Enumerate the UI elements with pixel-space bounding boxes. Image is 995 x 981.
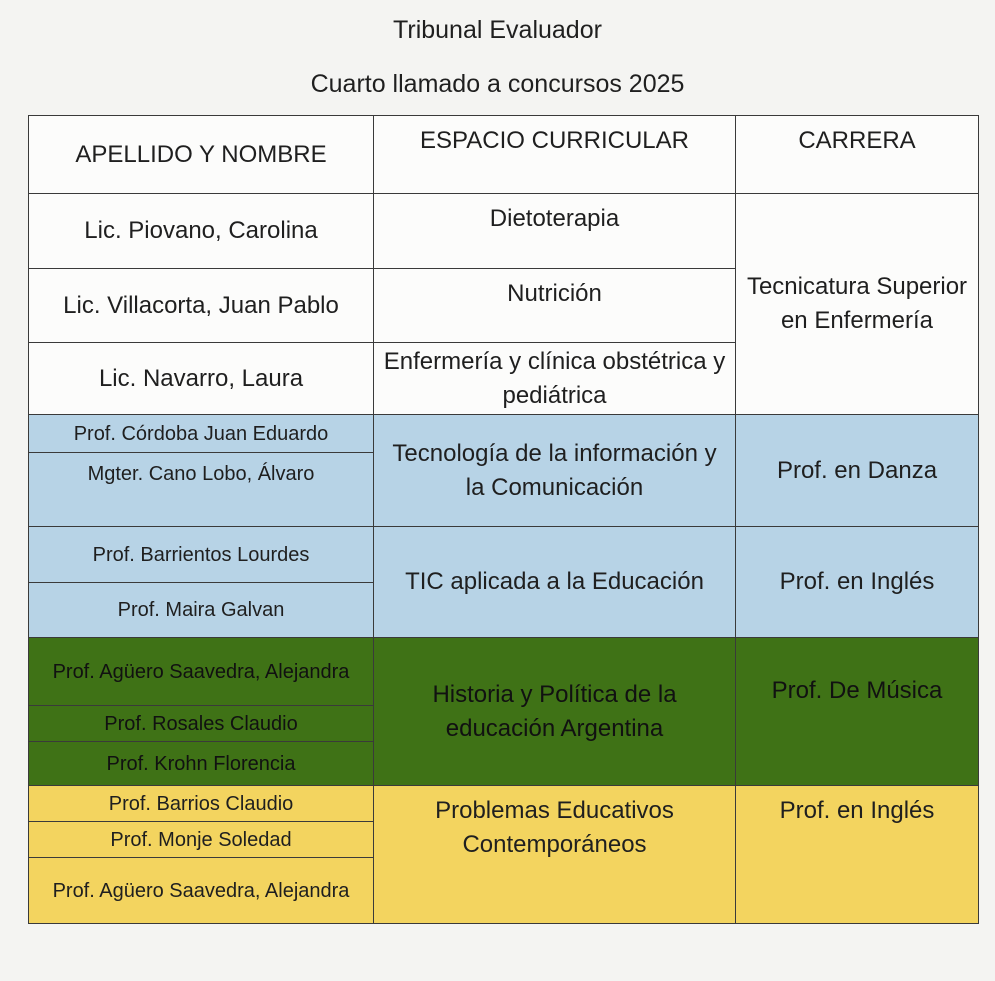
member-name: Lic. Villacorta, Juan Pablo xyxy=(29,269,374,343)
subject-cell: Nutrición xyxy=(374,269,736,343)
table-row xyxy=(29,415,979,453)
member-name: Prof. Agüero Saavedra, Alejandra xyxy=(29,858,374,924)
header-subject: ESPACIO CURRICULAR xyxy=(374,116,736,194)
member-name: Lic. Navarro, Laura xyxy=(29,343,374,415)
subject-cell: Tecnología de la información y la Comunicación xyxy=(374,415,736,527)
member-name: Prof. Barrios Claudio xyxy=(29,786,374,822)
member-name: Lic. Piovano, Carolina xyxy=(29,194,374,269)
subject-cell: TIC aplicada a la Educación xyxy=(374,527,736,638)
header-name: APELLIDO Y NOMBRE xyxy=(29,116,374,194)
career-cell: Prof. en Inglés xyxy=(736,786,979,924)
table-row xyxy=(29,527,979,583)
member-name: Prof. Krohn Florencia xyxy=(29,742,374,786)
member-name: Prof. Barrientos Lourdes xyxy=(29,527,374,583)
document-subtitle: Cuarto llamado a concursos 2025 xyxy=(310,70,685,98)
member-name: Prof. Córdoba Juan Eduardo xyxy=(29,415,374,453)
career-cell: Prof. en Inglés xyxy=(736,527,979,638)
member-name: Prof. Rosales Claudio xyxy=(29,706,374,742)
header-row xyxy=(29,116,979,194)
document-title: Tribunal Evaluador xyxy=(393,16,602,44)
member-name: Prof. Maira Galvan xyxy=(29,583,374,638)
career-cell: Prof. en Danza xyxy=(736,415,979,527)
table-row xyxy=(29,638,979,706)
career-cell: Tecnicatura Superior en Enfermería xyxy=(736,194,979,415)
header-career: CARRERA xyxy=(736,116,979,194)
subject-cell: Problemas Educativos Contemporáneos xyxy=(374,786,736,924)
table-row xyxy=(29,786,979,822)
subject-cell: Historia y Política de la educación Argentina xyxy=(374,638,736,786)
subject-cell: Dietoterapia xyxy=(374,194,736,269)
member-name: Mgter. Cano Lobo, Álvaro xyxy=(29,453,374,527)
member-name: Prof. Monje Soledad xyxy=(29,822,374,858)
table-row xyxy=(29,194,979,269)
tribunal-table xyxy=(28,115,979,924)
career-cell: Prof. De Música xyxy=(736,638,979,786)
member-name: Prof. Agüero Saavedra, Alejandra xyxy=(29,638,374,706)
subject-cell: Enfermería y clínica obstétrica y pediátrica xyxy=(374,343,736,415)
